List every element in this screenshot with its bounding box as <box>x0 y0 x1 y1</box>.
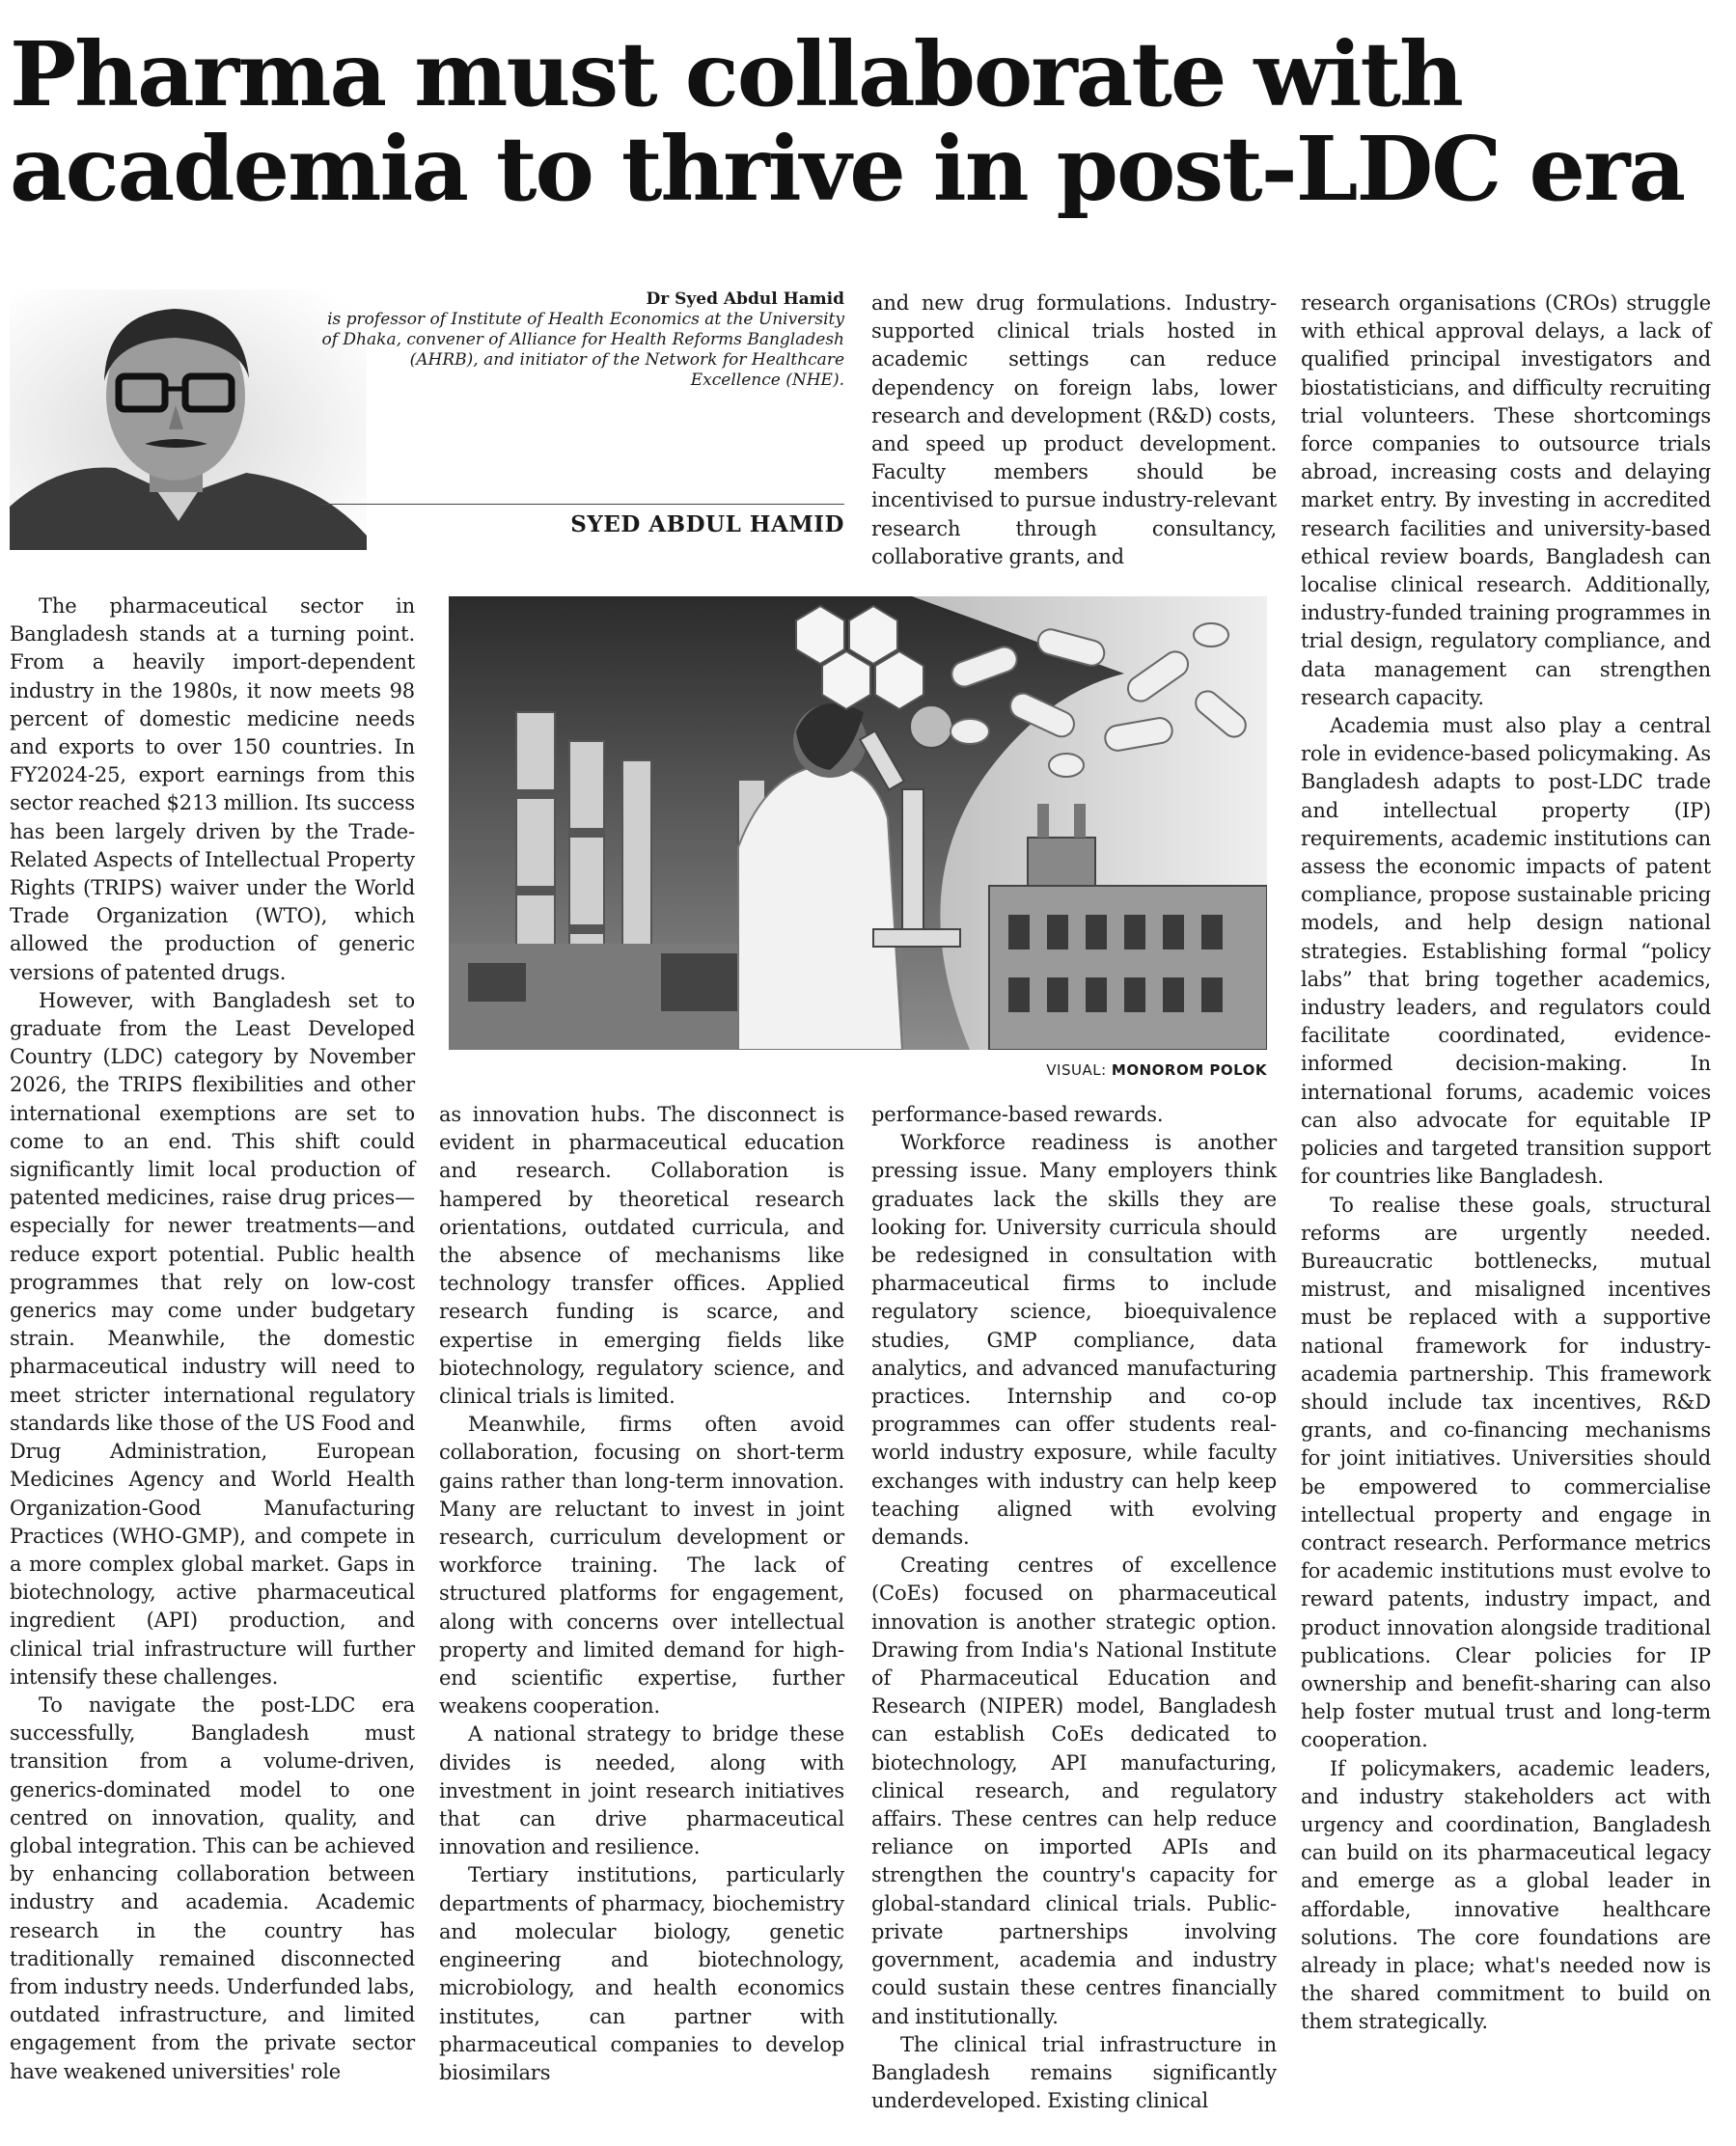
article-column-2 <box>439 1101 844 2134</box>
paragraph: The pharmaceutical sector in Bangladesh stands at a turning point. From a heavily import-dependent industry in the 1980s, it now meets 98 percent of domestic medicine needs and exports to over 150 countries. In FY2024-25, export earnings from this sector reached $213 million. Its success has been largely driven by the Trade-Related Aspects of Intellectual Property Rights (TRIPS) waiver under the World Trade Organization (WTO), which allowed the production of generic versions of patented drugs. <box>10 594 415 984</box>
paragraph: A national strategy to bridge these divides is needed, along with investment in joint research initiatives that can drive pharmaceutical innovation and resilience. <box>439 1722 844 1859</box>
paragraph: To navigate the post-LDC era successfully, Bangladesh must transition from a volume-driven, generics-dominated model to one centred on innovation, quality, and global integration. This can be achieved by enhancing collaboration between industry and academia. Academic research in the country has traditionally remained disconnected from industry needs. Underfunded labs, outdated infrastructure, and limited engagement from the private sector have weakened universities' role <box>10 1692 415 2083</box>
paragraph: Academia must also play a central role in evidence-based policymaking. As Bangladesh adapts to post-LDC trade and intellectual property (IP) requirements, academic institutions can assess the economic impacts of patent compliance, propose sustainable pricing models, and help design national strategies. Establishing formal “policy labs” that bring together academics, industry leaders, and regulators could facilitate coordinated, evidence-informed decision-making. In international forums, academic voices can also advocate for equitable IP policies and targeted transition support for countries like Bangladesh. <box>1301 714 1711 1189</box>
article-column-5 <box>1301 289 1711 2134</box>
paragraph: Meanwhile, firms often avoid collaboration, focusing on short-term gains rather than long-term innovation. Many are reluctant to invest in joint research, curriculum development or workforce training. The lack of structured platforms for engagement, along with concerns over intellectual property and limited demand for high-end scientific expertise, further weakens cooperation. <box>439 1413 844 1719</box>
paragraph: research organisations (CROs) struggle with ethical approval delays, a lack of qualified principal investigators and biostatisticians, and difficulty recruiting trial volunteers. These shortcomings force companies to outsource trials abroad, increasing costs and delaying market entry. By investing in accredited research facilities and university-based ethical review boards, Bangladesh can localise clinical research. Additionally, industry-funded training programmes in trial design, regulatory compliance, and data management can strengthen research capacity. <box>1301 291 1711 709</box>
byline: SYED ABDUL HAMID <box>570 511 844 537</box>
author-bio-name: Dr Syed Abdul Hamid <box>646 289 844 309</box>
visual-credit-name: MONOROM POLOK <box>1111 1061 1267 1079</box>
author-photo <box>10 289 367 550</box>
paragraph: Workforce readiness is another pressing issue. Many employers think graduates lack the skills they are looking for. University curricula should be redesigned in consultation with pharmaceutical firms to include regulatory science, bioequivalence studies, GMP compliance, data analytics, and advanced manufacturing practices. Internship and co-op programmes can offer students real-world industry exposure, while faculty exchanges with industry can help keep teaching aligned with evolving demands. <box>871 1131 1277 1550</box>
article-column-4 <box>871 1101 1277 2134</box>
visual-credit <box>917 1061 1267 1079</box>
paragraph: and new drug formulations. Industry-supported clinical trials hosted in academic settings can reduce dependency on foreign labs, lower research and development (R&D) costs, and speed up product development. Faculty members should be incentivised to pursue industry-relevant research through consultancy, collaborative grants, and <box>871 291 1277 568</box>
author-bio-description: is professor of Institute of Health Economics at the University of Dhaka, convener of Alliance for Health Reforms Bangladesh (AHRB), and initiator of the Network for Healthcare Excellence (NHE). <box>321 310 844 390</box>
headline <box>10 22 1727 221</box>
headline-line-2: academia to thrive in post-LDC era <box>10 117 1685 221</box>
byline-divider <box>318 504 844 505</box>
paragraph: as innovation hubs. The disconnect is evident in pharmaceutical education and research. Collaboration is hampered by theoretical research orientations, outdated curricula, and the absence of mechanisms like technology transfer offices. Applied research funding is scarce, and expertise in emerging fields like biotechnology, regulatory science, and clinical trials is limited. <box>439 1103 844 1409</box>
paragraph: Tertiary institutions, particularly departments of pharmacy, biochemistry and molecular biology, genetic engineering and biotechnology, microbiology, and health economics institutes, can partner with pharmaceutical companies to develop biosimilars <box>439 1863 844 2084</box>
headline-line-1: Pharma must collaborate with <box>10 22 1462 126</box>
paragraph: However, with Bangladesh set to graduate from the Least Developed Country (LDC) category by November 2026, the TRIPS flexibilities and other international exemptions are set to come to an end. This shift could significantly limit local production of patented medicines, raise drug prices—especially for newer treatments—and reduce export potential. Public health programmes that rely on low-cost generics may come under budgetary strain. Meanwhile, the domestic pharmaceutical industry will need to meet stricter international regulatory standards like those of the US Food and Drug Administration, European Medicines Agency and World Health Organization-Good Manufacturing Practices (WHO-GMP), and compete in a more complex global market. Gaps in biotechnology, active pharmaceutical ingredient (API) production, and clinical trial infrastructure will further intensify these challenges. <box>10 988 415 1689</box>
paragraph: performance-based rewards. <box>871 1103 1164 1126</box>
illustration-visual <box>449 596 1267 1050</box>
article-column-1 <box>10 592 415 2134</box>
author-bio <box>318 289 844 391</box>
paragraph: Creating centres of excellence (CoEs) focused on pharmaceutical innovation is another strategic option. Drawing from India's National Institute of Pharmaceutical Education and Research (NIPER) model, Bangladesh can establish CoEs dedicated to biotechnology, API manufacturing, clinical research, and regulatory affairs. These centres can help reduce reliance on imported APIs and strengthen the country's capacity for global-standard clinical trials. Public-private partnerships involving government, academia and industry could sustain these centres financially and institutionally. <box>871 1554 1277 2028</box>
paragraph: If policymakers, academic leaders, and industry stakeholders act with urgency and coordination, Bangladesh can build on its pharmaceutical legacy and emerge as a global leader in affordable, innovative healthcare solutions. The core foundations are already in place; what's needed now is the shared commitment to build on them strategically. <box>1301 1756 1711 2034</box>
paragraph: To realise these goals, structural reforms are urgently needed. Bureaucratic bottlenecks, mutual mistrust, and misaligned incentives must be replaced with a supportive national framework for industry-academia partnership. This framework should include tax incentives, R&D grants, and co-financing mechanisms for joint initiatives. Universities should be empowered to commercialise intellectual property and engage in contract research. Performance metrics for academic institutions must evolve to reward patents, industry impact, and product innovation alongside traditional publications. Clear policies for IP ownership and benefit-sharing can also help foster mutual trust and long-term cooperation. <box>1301 1193 1711 1752</box>
paragraph: The clinical trial infrastructure in Bangladesh remains significantly underdeveloped. Existing clinical <box>871 2032 1277 2113</box>
article-column-3-top <box>871 289 1277 589</box>
visual-credit-label: VISUAL: <box>1046 1061 1107 1079</box>
